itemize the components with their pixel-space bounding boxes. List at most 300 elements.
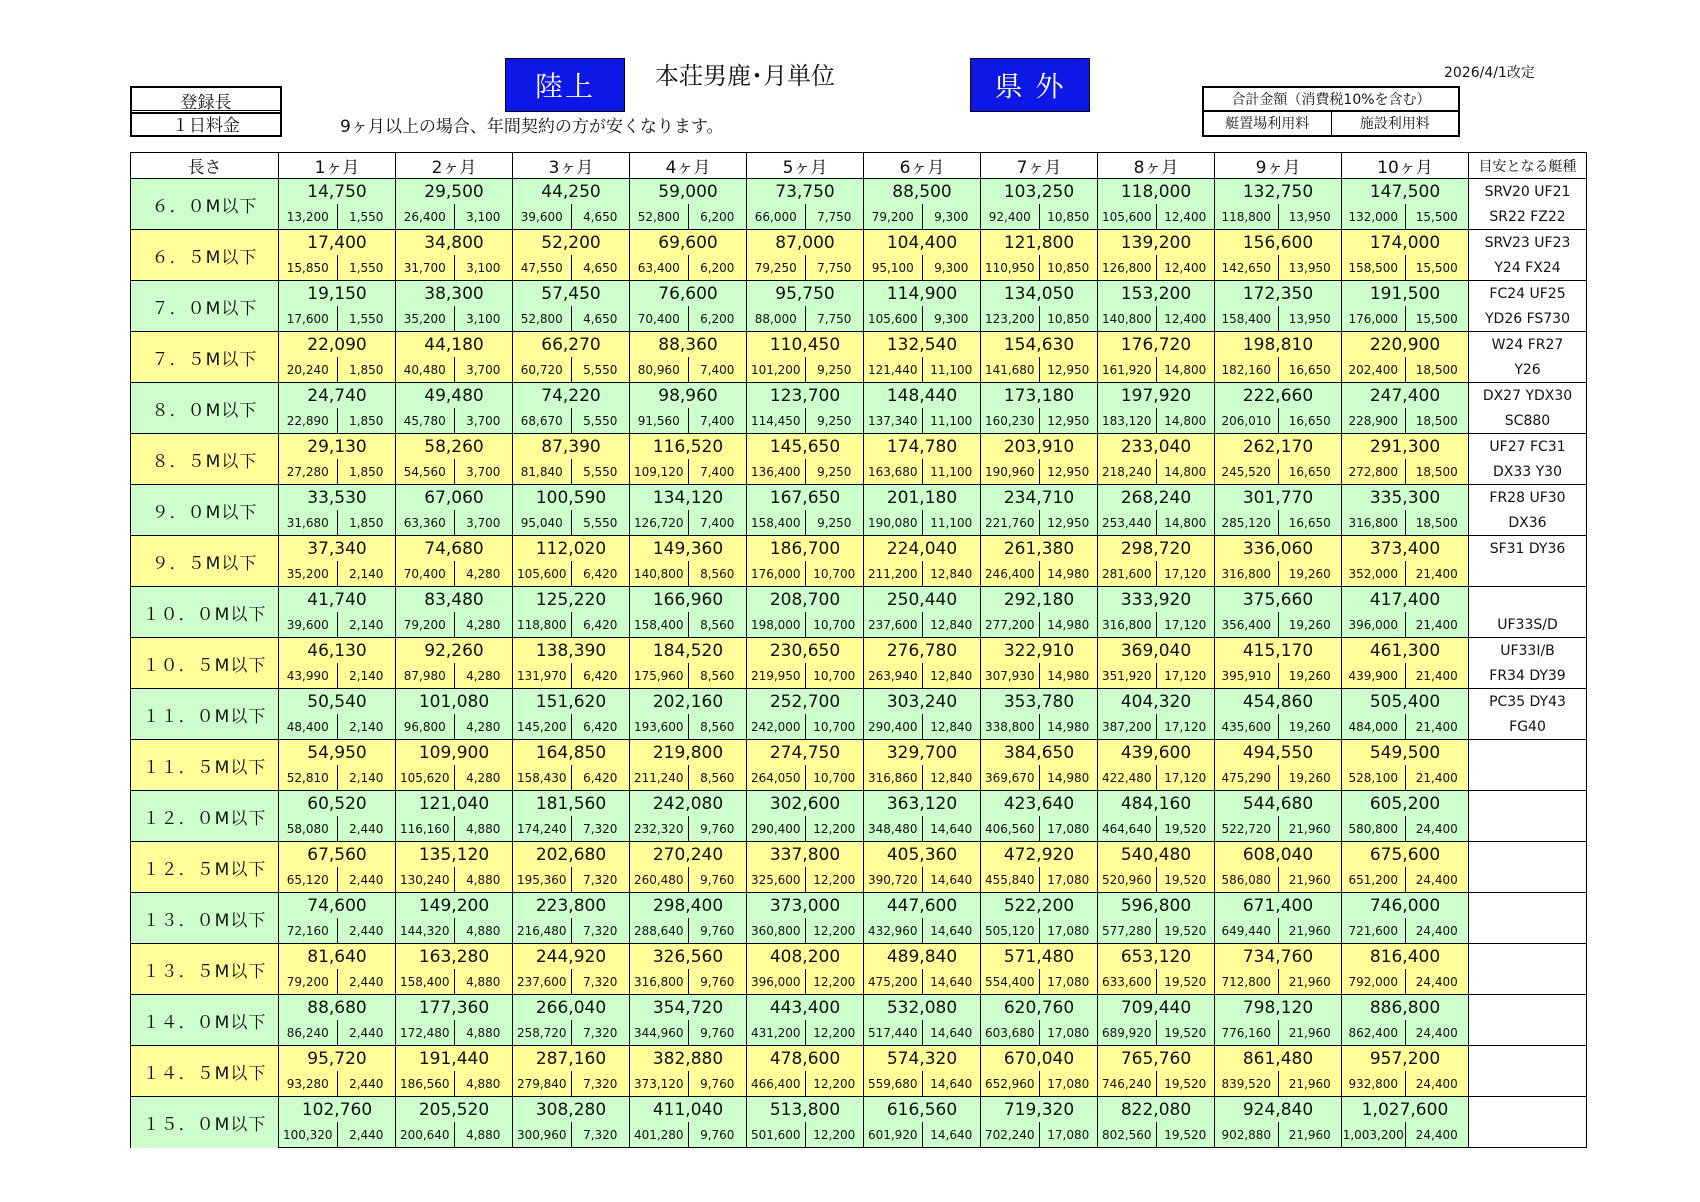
berth-fee-value: 100,320: [279, 1122, 338, 1147]
fee-breakdown-cell: [1098, 357, 1215, 383]
berth-fee-value: 105,600: [864, 306, 923, 331]
total-amount-cell: 145,650: [747, 434, 864, 460]
berth-fee-value: 109,120: [630, 459, 689, 484]
berth-fee-value: 344,960: [630, 1020, 689, 1045]
table-subrow: [131, 612, 1587, 638]
facility-fee-value: 11,100: [930, 413, 973, 428]
fee-breakdown-cell: [396, 816, 513, 842]
facility-fee-value: 1,850: [349, 362, 384, 377]
berth-fee-value: 300,960: [513, 1122, 572, 1147]
table-subrow: [131, 357, 1587, 383]
fee-breakdown-cell: [396, 408, 513, 434]
length-cell: １２．５M以下: [131, 842, 279, 893]
fee-breakdown-cell: [1342, 204, 1469, 230]
berth-fee-value: 79,200: [279, 969, 338, 994]
total-amount-cell: 322,910: [981, 638, 1098, 664]
length-cell: １１．５M以下: [131, 740, 279, 791]
berth-fee-value: 91,560: [630, 408, 689, 433]
berth-fee-value: 142,650: [1215, 255, 1279, 280]
fee-breakdown-cell: [630, 867, 747, 893]
berth-fee-value: 136,400: [747, 459, 806, 484]
total-amount-cell: 181,560: [513, 791, 630, 817]
total-amount-cell: 76,600: [630, 281, 747, 307]
facility-fee-value: 9,300: [934, 260, 969, 275]
berth-fee-value: 144,320: [396, 918, 455, 943]
table-subrow: [131, 306, 1587, 332]
fee-breakdown-cell: [630, 918, 747, 944]
facility-fee-value: 16,650: [1288, 464, 1331, 479]
boat-type-cell: UF33S/D: [1469, 612, 1587, 638]
boat-type-cell: Y26: [1469, 357, 1587, 383]
total-amount-cell: 184,520: [630, 638, 747, 664]
total-amount-cell: 244,920: [513, 944, 630, 970]
berth-fee-value: 48,400: [279, 714, 338, 739]
facility-fee-value: 12,200: [813, 1025, 856, 1040]
fee-breakdown-cell: [864, 612, 981, 638]
total-amount-cell: 134,050: [981, 281, 1098, 307]
berth-fee-value: 137,340: [864, 408, 923, 433]
fee-breakdown-cell: [513, 663, 630, 689]
fee-breakdown-cell: [630, 1020, 747, 1046]
berth-fee-value: 31,680: [279, 510, 338, 535]
total-amount-cell: 74,220: [513, 383, 630, 409]
berth-fee-value: 279,840: [513, 1071, 572, 1096]
total-amount-cell: 151,620: [513, 689, 630, 715]
fee-breakdown-cell: [1342, 561, 1469, 587]
total-amount-cell: 50,540: [279, 689, 396, 715]
fee-breakdown-cell: [396, 204, 513, 230]
berth-fee-value: 35,200: [396, 306, 455, 331]
total-amount-cell: 92,260: [396, 638, 513, 664]
fee-breakdown-cell: [1215, 612, 1342, 638]
facility-fee-value: 2,140: [349, 668, 384, 683]
total-amount-cell: 52,200: [513, 230, 630, 256]
facility-fee-value: 17,120: [1164, 617, 1207, 632]
total-amount-cell: 369,040: [1098, 638, 1215, 664]
facility-fee-value: 2,140: [349, 617, 384, 632]
facility-fee-value: 4,880: [466, 1127, 501, 1142]
total-amount-cell: 336,060: [1215, 536, 1342, 562]
fee-breakdown-cell: [864, 918, 981, 944]
facility-fee-value: 9,250: [817, 362, 852, 377]
fee-breakdown-cell: [981, 204, 1098, 230]
berth-fee-value: 39,600: [279, 612, 338, 637]
fee-breakdown-cell: [630, 663, 747, 689]
fee-breakdown-cell: [1342, 918, 1469, 944]
facility-fee-value: 9,300: [934, 209, 969, 224]
berth-fee-value: 158,400: [630, 612, 689, 637]
berth-fee-value: 160,230: [981, 408, 1040, 433]
total-amount-cell: 104,400: [864, 230, 981, 256]
berth-fee-value: 277,200: [981, 612, 1040, 637]
facility-fee-value: 19,260: [1288, 668, 1331, 683]
berth-fee-value: 466,400: [747, 1071, 806, 1096]
facility-fee-value: 9,300: [934, 311, 969, 326]
table-row: [131, 485, 1587, 511]
table-row: [131, 587, 1587, 613]
berth-fee-value: 307,930: [981, 663, 1040, 688]
berth-fee-value: 39,600: [513, 204, 572, 229]
total-amount-cell: 326,560: [630, 944, 747, 970]
facility-fee-value: 16,650: [1288, 362, 1331, 377]
fee-breakdown-cell: [1215, 816, 1342, 842]
total-amount-cell: 24,740: [279, 383, 396, 409]
berth-fee-value: 26,400: [396, 204, 455, 229]
facility-fee-value: 1,850: [349, 515, 384, 530]
facility-fee-value: 24,400: [1415, 1076, 1458, 1091]
fee-breakdown-cell: [1342, 255, 1469, 281]
facility-fee-value: 7,750: [817, 260, 852, 275]
boat-type-cell: UF33I/B: [1469, 638, 1587, 664]
fee-breakdown-cell: [864, 663, 981, 689]
total-amount-cell: 384,650: [981, 740, 1098, 766]
facility-fee-value: 3,100: [466, 209, 501, 224]
berth-fee-value: 79,200: [396, 612, 455, 637]
facility-fee-value: 4,280: [466, 566, 501, 581]
facility-fee-value: 10,850: [1047, 209, 1090, 224]
fee-breakdown-cell: [513, 918, 630, 944]
berth-fee-value: 70,400: [396, 561, 455, 586]
total-amount-cell: 163,280: [396, 944, 513, 970]
fee-breakdown-cell: [747, 459, 864, 485]
fee-breakdown-cell: [396, 765, 513, 791]
berth-fee-value: 47,550: [513, 255, 572, 280]
facility-fee-value: 5,550: [583, 464, 618, 479]
berth-fee-value: 351,920: [1098, 663, 1157, 688]
fee-breakdown-cell: [747, 969, 864, 995]
berth-fee-value: 288,640: [630, 918, 689, 943]
total-amount-cell: 220,900: [1342, 332, 1469, 358]
table-row: [131, 179, 1587, 205]
table-subrow: [131, 1122, 1587, 1148]
total-amount-cell: 69,600: [630, 230, 747, 256]
fee-breakdown-cell: [630, 255, 747, 281]
total-amount-cell: 261,380: [981, 536, 1098, 562]
facility-fee-value: 17,080: [1047, 974, 1090, 989]
total-amount-cell: 234,710: [981, 485, 1098, 511]
facility-fee-value: 2,140: [349, 770, 384, 785]
berth-fee-value: 27,280: [279, 459, 338, 484]
total-amount-cell: 443,400: [747, 995, 864, 1021]
length-cell: １０．０M以下: [131, 587, 279, 638]
fee-breakdown-cell: [981, 510, 1098, 536]
table-subrow: [131, 816, 1587, 842]
berth-fee-value: 475,290: [1215, 765, 1279, 790]
total-amount-cell: 202,680: [513, 842, 630, 868]
total-amount-cell: 1,027,600: [1342, 1097, 1469, 1123]
fee-breakdown-cell: [1098, 867, 1215, 893]
facility-fee-value: 15,500: [1415, 260, 1458, 275]
facility-fee-value: 17,080: [1047, 923, 1090, 938]
berth-fee-value: 87,980: [396, 663, 455, 688]
total-amount-cell: 957,200: [1342, 1046, 1469, 1072]
table-row: [131, 944, 1587, 970]
total-amount-cell: 174,000: [1342, 230, 1469, 256]
total-amount-cell: 138,390: [513, 638, 630, 664]
total-amount-cell: 74,680: [396, 536, 513, 562]
facility-fee-value: 7,320: [583, 974, 618, 989]
table-row: [131, 536, 1587, 562]
fee-breakdown-cell: [396, 510, 513, 536]
facility-fee-value: 13,950: [1288, 260, 1331, 275]
total-amount-cell: 670,040: [981, 1046, 1098, 1072]
facility-fee-value: 14,640: [930, 1127, 973, 1142]
facility-fee-value: 12,200: [813, 974, 856, 989]
fee-breakdown-cell: [279, 918, 396, 944]
berth-fee-value: 31,700: [396, 255, 455, 280]
facility-fee-value: 6,200: [700, 209, 735, 224]
berth-fee-value: 285,120: [1215, 510, 1279, 535]
berth-fee-value: 839,520: [1215, 1071, 1279, 1096]
total-amount-cell: 472,920: [981, 842, 1098, 868]
fee-breakdown-cell: [1342, 714, 1469, 740]
fee-breakdown-cell: [396, 612, 513, 638]
facility-fee-value: 12,950: [1047, 515, 1090, 530]
facility-fee-value: 21,400: [1415, 770, 1458, 785]
fee-breakdown-cell: [513, 255, 630, 281]
berth-fee-value: 264,050: [747, 765, 806, 790]
facility-fee-value: 21,960: [1288, 1076, 1331, 1091]
total-amount-cell: 14,750: [279, 179, 396, 205]
boat-type-cell: [1469, 1046, 1587, 1072]
fee-breakdown-cell: [1215, 969, 1342, 995]
total-amount-cell: 38,300: [396, 281, 513, 307]
fee-breakdown-cell: [513, 408, 630, 434]
fee-breakdown-cell: [981, 255, 1098, 281]
facility-fee-value: 7,320: [583, 872, 618, 887]
facility-fee-value: 12,200: [813, 1127, 856, 1142]
berth-fee-value: 172,480: [396, 1020, 455, 1045]
fee-breakdown-cell: [279, 561, 396, 587]
berth-fee-value: 52,800: [630, 204, 689, 229]
total-amount-cell: 49,480: [396, 383, 513, 409]
fee-breakdown-cell: [981, 306, 1098, 332]
facility-fee-value: 3,700: [466, 464, 501, 479]
berth-fee-value: 93,280: [279, 1071, 338, 1096]
total-amount-cell: 44,180: [396, 332, 513, 358]
fee-breakdown-cell: [1215, 357, 1342, 383]
berth-fee-value: 792,000: [1342, 969, 1406, 994]
facility-fee-value: 15,500: [1415, 311, 1458, 326]
fee-breakdown-cell: [1098, 765, 1215, 791]
berth-fee-value: 206,010: [1215, 408, 1279, 433]
berth-fee-value: 689,920: [1098, 1020, 1157, 1045]
table-subrow: [131, 561, 1587, 587]
facility-fee-value: 7,320: [583, 1076, 618, 1091]
fee-breakdown-cell: [630, 408, 747, 434]
total-amount-cell: 605,200: [1342, 791, 1469, 817]
table-row: [131, 791, 1587, 817]
berth-fee-value: 140,800: [1098, 306, 1157, 331]
fee-breakdown-cell: [747, 408, 864, 434]
total-amount-cell: 95,750: [747, 281, 864, 307]
header-month: 10ヶ月: [1342, 153, 1469, 179]
fee-breakdown-cell: [981, 867, 1098, 893]
total-amount-cell: 95,720: [279, 1046, 396, 1072]
total-amount-cell: 354,720: [630, 995, 747, 1021]
total-amount-cell: 822,080: [1098, 1097, 1215, 1123]
facility-fee-value: 18,500: [1415, 515, 1458, 530]
fee-breakdown-cell: [864, 561, 981, 587]
berth-fee-value: 633,600: [1098, 969, 1157, 994]
fee-breakdown-cell: [513, 1071, 630, 1097]
facility-fee-value: 7,320: [583, 923, 618, 938]
total-amount-cell: 329,700: [864, 740, 981, 766]
total-amount-cell: 88,360: [630, 332, 747, 358]
length-cell: １５．０M以下: [131, 1097, 279, 1148]
berth-fee-value: 86,240: [279, 1020, 338, 1045]
fee-breakdown-cell: [981, 714, 1098, 740]
facility-fee-value: 10,700: [813, 668, 856, 683]
facility-fee-value: 6,200: [700, 260, 735, 275]
fee-breakdown-cell: [981, 459, 1098, 485]
facility-fee-value: 19,260: [1288, 770, 1331, 785]
berth-fee-value: 131,970: [513, 663, 572, 688]
facility-fee-value: 14,800: [1164, 515, 1207, 530]
facility-fee-value: 3,100: [466, 260, 501, 275]
berth-fee-value: 373,120: [630, 1071, 689, 1096]
berth-fee-value: 80,960: [630, 357, 689, 382]
total-amount-cell: 522,200: [981, 893, 1098, 919]
berth-fee-value: 475,200: [864, 969, 923, 994]
berth-fee-value: 517,440: [864, 1020, 923, 1045]
total-amount-cell: 230,650: [747, 638, 864, 664]
fee-breakdown-cell: [513, 459, 630, 485]
fee-breakdown-cell: [747, 1071, 864, 1097]
total-amount-cell: 439,600: [1098, 740, 1215, 766]
berth-fee-value: 290,400: [747, 816, 806, 841]
fee-breakdown-cell: [981, 969, 1098, 995]
facility-fee-value: 3,700: [466, 413, 501, 428]
facility-fee-value: 8,560: [700, 566, 735, 581]
total-amount-cell: 156,600: [1215, 230, 1342, 256]
berth-fee-value: 13,200: [279, 204, 338, 229]
table-row: [131, 689, 1587, 715]
facility-fee-value: 4,880: [466, 1025, 501, 1040]
total-amount-cell: 262,170: [1215, 434, 1342, 460]
page-title: 本荘男鹿･月単位: [655, 62, 835, 90]
berth-fee-value: 140,800: [630, 561, 689, 586]
boat-type-cell: [1469, 867, 1587, 893]
total-amount-cell: 303,240: [864, 689, 981, 715]
facility-fee-value: 9,760: [700, 821, 735, 836]
total-amount-cell: 57,450: [513, 281, 630, 307]
table-header-row: [131, 153, 1587, 179]
fee-breakdown-cell: [630, 306, 747, 332]
total-amount-cell: 112,020: [513, 536, 630, 562]
fee-breakdown-cell: [279, 612, 396, 638]
fee-breakdown-cell: [747, 612, 864, 638]
berth-fee-value: 20,240: [279, 357, 338, 382]
berth-fee-value: 145,200: [513, 714, 572, 739]
boat-type-cell: [1469, 561, 1587, 587]
total-amount-cell: 861,480: [1215, 1046, 1342, 1072]
boat-type-cell: SC880: [1469, 408, 1587, 434]
facility-fee-value: 14,640: [930, 1025, 973, 1040]
total-amount-cell: 513,800: [747, 1097, 864, 1123]
berth-fee-value: 183,120: [1098, 408, 1157, 433]
fee-breakdown-cell: [981, 612, 1098, 638]
berth-fee-value: 432,960: [864, 918, 923, 943]
total-amount-cell: 405,360: [864, 842, 981, 868]
total-amount-cell: 287,160: [513, 1046, 630, 1072]
facility-fee-value: 19,520: [1164, 872, 1207, 887]
berth-fee-value: 601,920: [864, 1122, 923, 1147]
facility-fee-value: 5,550: [583, 413, 618, 428]
total-amount-cell: 447,600: [864, 893, 981, 919]
berth-fee-value: 158,400: [396, 969, 455, 994]
facility-fee-value: 8,560: [700, 719, 735, 734]
facility-fee-value: 12,400: [1164, 260, 1207, 275]
fee-breakdown-cell: [1342, 663, 1469, 689]
berth-fee-value: 163,680: [864, 459, 923, 484]
total-amount-cell: 67,060: [396, 485, 513, 511]
facility-fee-value: 9,760: [700, 1025, 735, 1040]
total-amount-cell: 816,400: [1342, 944, 1469, 970]
berth-fee-value: 221,760: [981, 510, 1040, 535]
boat-type-cell: DX33 Y30: [1469, 459, 1587, 485]
fee-breakdown-cell: [981, 765, 1098, 791]
berth-fee-value: 186,560: [396, 1071, 455, 1096]
total-amount-cell: 177,360: [396, 995, 513, 1021]
fee-breakdown-cell: [396, 1071, 513, 1097]
fee-breakdown-cell: [864, 714, 981, 740]
boat-type-cell: [1469, 791, 1587, 817]
total-amount-cell: 675,600: [1342, 842, 1469, 868]
berth-fee-value: 96,800: [396, 714, 455, 739]
total-amount-cell: 224,040: [864, 536, 981, 562]
berth-fee-value: 54,560: [396, 459, 455, 484]
boat-type-cell: [1469, 995, 1587, 1021]
facility-fee-value: 7,320: [583, 1127, 618, 1142]
berth-fee-value: 60,720: [513, 357, 572, 382]
fee-breakdown-cell: [1098, 204, 1215, 230]
fee-breakdown-cell: [1098, 408, 1215, 434]
fee-breakdown-cell: [1342, 357, 1469, 383]
fee-breakdown-cell: [279, 663, 396, 689]
berth-fee-value: 195,360: [513, 867, 572, 892]
facility-fee-value: 3,100: [466, 311, 501, 326]
berth-fee-value: 175,960: [630, 663, 689, 688]
table-row: [131, 740, 1587, 766]
berth-fee-value: 118,800: [1215, 204, 1279, 229]
fee-breakdown-cell: [279, 867, 396, 893]
facility-fee-value: 9,760: [700, 1127, 735, 1142]
fee-breakdown-cell: [279, 765, 396, 791]
facility-fee-value: 10,700: [813, 617, 856, 632]
total-amount-cell: 121,040: [396, 791, 513, 817]
berth-fee-value: 316,800: [1342, 510, 1406, 535]
berth-fee-value: 118,800: [513, 612, 572, 637]
facility-fee-value: 7,320: [583, 1025, 618, 1040]
facility-fee-value: 14,640: [930, 923, 973, 938]
facility-fee-value: 12,950: [1047, 362, 1090, 377]
total-amount-cell: 308,280: [513, 1097, 630, 1123]
facility-fee-value: 6,420: [583, 668, 618, 683]
fee-breakdown-cell: [1342, 969, 1469, 995]
total-amount-cell: 798,120: [1215, 995, 1342, 1021]
total-amount-cell: 274,750: [747, 740, 864, 766]
total-amount-cell: 29,500: [396, 179, 513, 205]
facility-fee-value: 19,520: [1164, 1025, 1207, 1040]
total-amount-cell: 373,000: [747, 893, 864, 919]
facility-fee-value: 1,550: [349, 311, 384, 326]
fee-breakdown-cell: [513, 1122, 630, 1148]
total-amount-cell: 719,320: [981, 1097, 1098, 1123]
facility-fee-value: 12,840: [930, 719, 973, 734]
facility-fee-value: 17,080: [1047, 1025, 1090, 1040]
registered-length-label: 登録長: [130, 86, 282, 114]
